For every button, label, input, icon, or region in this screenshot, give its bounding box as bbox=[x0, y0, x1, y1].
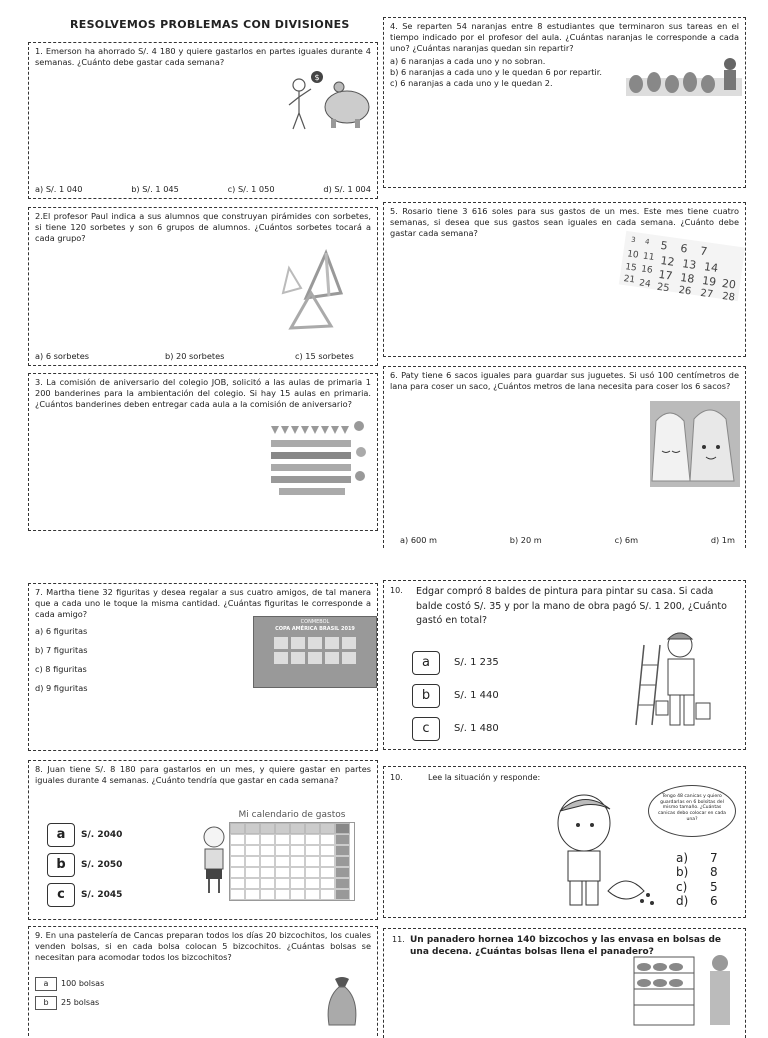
option-a[interactable]: a) 6 figuritas bbox=[35, 626, 88, 637]
svg-text:7: 7 bbox=[699, 244, 709, 259]
svg-text:20: 20 bbox=[721, 276, 737, 292]
problem-8 bbox=[28, 760, 378, 920]
option-c[interactable]: c) 8 figuritas bbox=[35, 664, 87, 675]
fabric-sacks-illustration bbox=[650, 401, 740, 487]
option-b[interactable]: b) 6 naranjas a cada uno y le quedan 6 por repartir. bbox=[390, 67, 602, 78]
svg-text:12: 12 bbox=[659, 254, 676, 269]
problem-10b-header bbox=[384, 767, 745, 784]
page-gap bbox=[0, 548, 768, 578]
option-a[interactable]: a) 6 naranjas a cada uno y no sobran. bbox=[390, 56, 546, 67]
svg-text:27: 27 bbox=[699, 287, 714, 301]
problem-7-text: 7. Martha tiene 32 figuritas y desea regalar a sus cuatro amigos, de tal manera que a cada uno le toque la misma cantidad. ¿Cuántas figuritas le corresponde a cada amigo? bbox=[35, 587, 371, 620]
problem-11-text: Un panadero hornea 140 bizcochos y las envasa en bolsas de una decena. ¿Cuántas bolsas llena el panadero? bbox=[410, 935, 721, 957]
option-letter: c bbox=[47, 883, 75, 907]
option-c[interactable]: c) 15 sorbetes bbox=[295, 350, 354, 361]
svg-text:11: 11 bbox=[642, 251, 655, 264]
orange-bags-illustration bbox=[626, 54, 742, 100]
svg-text:5: 5 bbox=[659, 238, 669, 253]
svg-text:19: 19 bbox=[701, 274, 717, 289]
problem-10a bbox=[383, 580, 746, 750]
problem-10a-text: Edgar compró 8 baldes de pintura para pintar su casa. Si cada balde costó S/. 35 y por la mano de obra pagó S/. 1 200, ¿Cuánto gastó en total? bbox=[416, 586, 727, 627]
problem-1-options bbox=[35, 184, 371, 195]
problem-number: 11. bbox=[392, 935, 405, 944]
svg-text:13: 13 bbox=[681, 257, 698, 272]
speech-bubble-text: Tengo 48 canicas y quiero guardarlas en 6 bolsitas del mismo tamaño. ¿Cuántas canicas debo colocar en cada una? bbox=[657, 794, 727, 822]
problem-8-text: 8. Juan tiene S/. 8 180 para gastarlos en un mes, y quiere gastar en partes iguales durante 4 semanas. ¿Cuánto tendría que gastar en cada semana? bbox=[35, 764, 371, 786]
problem-9-text: 9. En una pastelería de Cancas preparan todos los días 20 bizcochitos, los cuales venden bolsas, si en cada bolsa colocan 5 bizcochitos. ¿Cuántas bolsas se necesitan para acomodar todos los bizcochitos? bbox=[35, 930, 371, 963]
svg-text:3: 3 bbox=[630, 235, 637, 245]
option-d[interactable]: d) 1m bbox=[710, 535, 735, 545]
option-b[interactable]: b) 7 figuritas bbox=[35, 645, 88, 656]
calendar-illustration bbox=[622, 235, 742, 304]
problem-2-text: 2.El profesor Paul indica a sus alumnos que construyan pirámides con sorbetes, si tiene 120 sorbetes y son 6 grupos de alumnos. ¿Cuántos sorbetes tocará a cada grupo? bbox=[35, 211, 371, 244]
piggy-bank-illustration bbox=[287, 67, 373, 133]
option-a[interactable]: a) 6 sorbetes bbox=[35, 350, 90, 361]
svg-text:$: $ bbox=[314, 73, 320, 82]
album-brand: CONMEBOL bbox=[300, 619, 330, 625]
problem-10b-options bbox=[676, 851, 718, 909]
svg-text:4: 4 bbox=[644, 237, 651, 247]
album-title: COPA AMÉRICA BRASIL 2019 bbox=[275, 625, 355, 632]
banners-illustration bbox=[269, 418, 369, 504]
problem-number: 10. bbox=[390, 773, 403, 782]
option-c[interactable]: c) S/. 1 050 bbox=[227, 183, 275, 194]
option-a[interactable]: a S/. 1 235 bbox=[412, 651, 499, 675]
pyramid-straws-illustration bbox=[281, 248, 367, 338]
option-d[interactable]: d) 6 bbox=[676, 894, 718, 909]
sticker-album-illustration bbox=[253, 616, 377, 688]
option-d[interactable]: d) 9 figuritas bbox=[35, 683, 88, 694]
problem-5 bbox=[383, 202, 746, 357]
option-b[interactable]: b) S/. 1 045 bbox=[131, 183, 179, 194]
option-letter: b bbox=[35, 996, 57, 1010]
svg-text:15: 15 bbox=[624, 262, 638, 274]
page-title: RESOLVEMOS PROBLEMAS CON DIVISIONES bbox=[70, 18, 350, 31]
problem-2 bbox=[28, 207, 378, 366]
problem-6-options bbox=[400, 535, 735, 546]
option-a[interactable]: a) 600 m bbox=[400, 535, 438, 545]
problem-7 bbox=[28, 583, 378, 751]
option-c[interactable]: c) 5 bbox=[676, 879, 718, 894]
option-b[interactable]: b S/. 2050 bbox=[47, 853, 122, 877]
svg-text:25: 25 bbox=[656, 281, 671, 295]
problem-3 bbox=[28, 373, 378, 531]
option-letter: b bbox=[412, 684, 440, 708]
svg-text:16: 16 bbox=[640, 264, 654, 276]
problem-number: 10. bbox=[390, 586, 403, 595]
option-b[interactable]: b) 8 bbox=[676, 865, 718, 880]
option-b[interactable]: b) 20 m bbox=[509, 535, 542, 545]
option-c[interactable]: c S/. 2045 bbox=[47, 883, 122, 907]
option-b[interactable]: b) 20 sorbetes bbox=[165, 350, 225, 361]
svg-text:26: 26 bbox=[677, 284, 692, 298]
option-c[interactable]: c) 6 naranjas a cada uno y le quedan 2. bbox=[390, 78, 553, 89]
option-letter: b bbox=[47, 853, 75, 877]
problem-6-text: 6. Paty tiene 6 sacos iguales para guardar sus juguetes. Si usó 100 centímetros de lana para coser un saco, ¿Cuántos metros de lana necesita para coser los 6 sacos? bbox=[390, 370, 739, 392]
option-b[interactable]: b 25 bolsas bbox=[35, 996, 104, 1010]
svg-text:10: 10 bbox=[626, 249, 640, 261]
baker-illustration bbox=[630, 953, 740, 1025]
svg-text:24: 24 bbox=[638, 278, 652, 290]
calendar-title: Mi calendario de gastos bbox=[238, 810, 346, 820]
svg-text:17: 17 bbox=[657, 267, 674, 283]
problem-9 bbox=[28, 926, 378, 1036]
svg-text:21: 21 bbox=[622, 274, 636, 286]
problem-9-options bbox=[35, 977, 104, 1010]
option-b[interactable]: b S/. 1 440 bbox=[412, 684, 499, 708]
boy-thinking-illustration bbox=[548, 783, 658, 913]
option-c[interactable]: c) 6m bbox=[614, 535, 639, 545]
problem-10a-header bbox=[384, 581, 745, 629]
option-a[interactable]: a 100 bolsas bbox=[35, 977, 104, 991]
option-a[interactable]: a S/. 2040 bbox=[47, 823, 122, 847]
option-a[interactable]: a) S/. 1 040 bbox=[35, 183, 83, 194]
svg-text:18: 18 bbox=[679, 270, 696, 286]
svg-text:14: 14 bbox=[703, 260, 719, 275]
option-c[interactable]: c S/. 1 480 bbox=[412, 717, 499, 741]
option-letter: a bbox=[412, 651, 440, 675]
option-letter: a bbox=[35, 977, 57, 991]
speech-bubble bbox=[648, 785, 736, 837]
problem-6 bbox=[383, 366, 746, 548]
problem-4-text: 4. Se reparten 54 naranjas entre 8 estudiantes que terminaron sus tareas en el tiempo indicado por el profesor del aula. ¿Cuántas naranjas le corresponde a cada uno? ¿Cuántas naranjas quedan sin repartir? bbox=[390, 21, 739, 54]
painter-illustration bbox=[634, 625, 714, 735]
option-a[interactable]: a) 7 bbox=[676, 851, 718, 865]
problem-2-options bbox=[35, 351, 371, 362]
option-d[interactable]: d) S/. 1 004 bbox=[323, 183, 371, 194]
problem-10b bbox=[383, 766, 746, 918]
svg-text:6: 6 bbox=[679, 241, 689, 256]
problem-1-text: 1. Emerson ha ahorrado S/. 4 180 y quiere gastarlos en partes iguales durante 4 semanas. ¿Cuánto debe gastar cada semana? bbox=[35, 46, 371, 68]
problem-4 bbox=[383, 17, 746, 188]
option-letter: a bbox=[47, 823, 75, 847]
svg-text:28: 28 bbox=[721, 290, 736, 304]
problem-3-text: 3. La comisión de aniversario del colegio JOB, solicitó a las aulas de primaria 1 200 banderines para la ambientación del colegio. Si hay 15 aulas en primaria. ¿Cuántos banderines deben entregar cada aula a la comisión de aniversario? bbox=[35, 377, 371, 410]
option-letter: c bbox=[412, 717, 440, 741]
problem-10a-options bbox=[412, 651, 499, 747]
problem-11 bbox=[383, 928, 746, 1038]
boy-illustration bbox=[197, 825, 231, 897]
cookie-bag-illustration bbox=[325, 975, 359, 1025]
expense-calendar bbox=[229, 809, 355, 901]
problem-5-text: 5. Rosario tiene 3 616 soles para sus gastos de un mes. Este mes tiene cuatro semanas, si desea que sus gastos sean iguales en cada semana. ¿Cuánto debe gastar cada semana? bbox=[390, 206, 739, 239]
problem-1 bbox=[28, 42, 378, 199]
problem-8-options bbox=[47, 823, 122, 913]
problem-10b-text: Lee la situación y responde: bbox=[428, 773, 541, 782]
